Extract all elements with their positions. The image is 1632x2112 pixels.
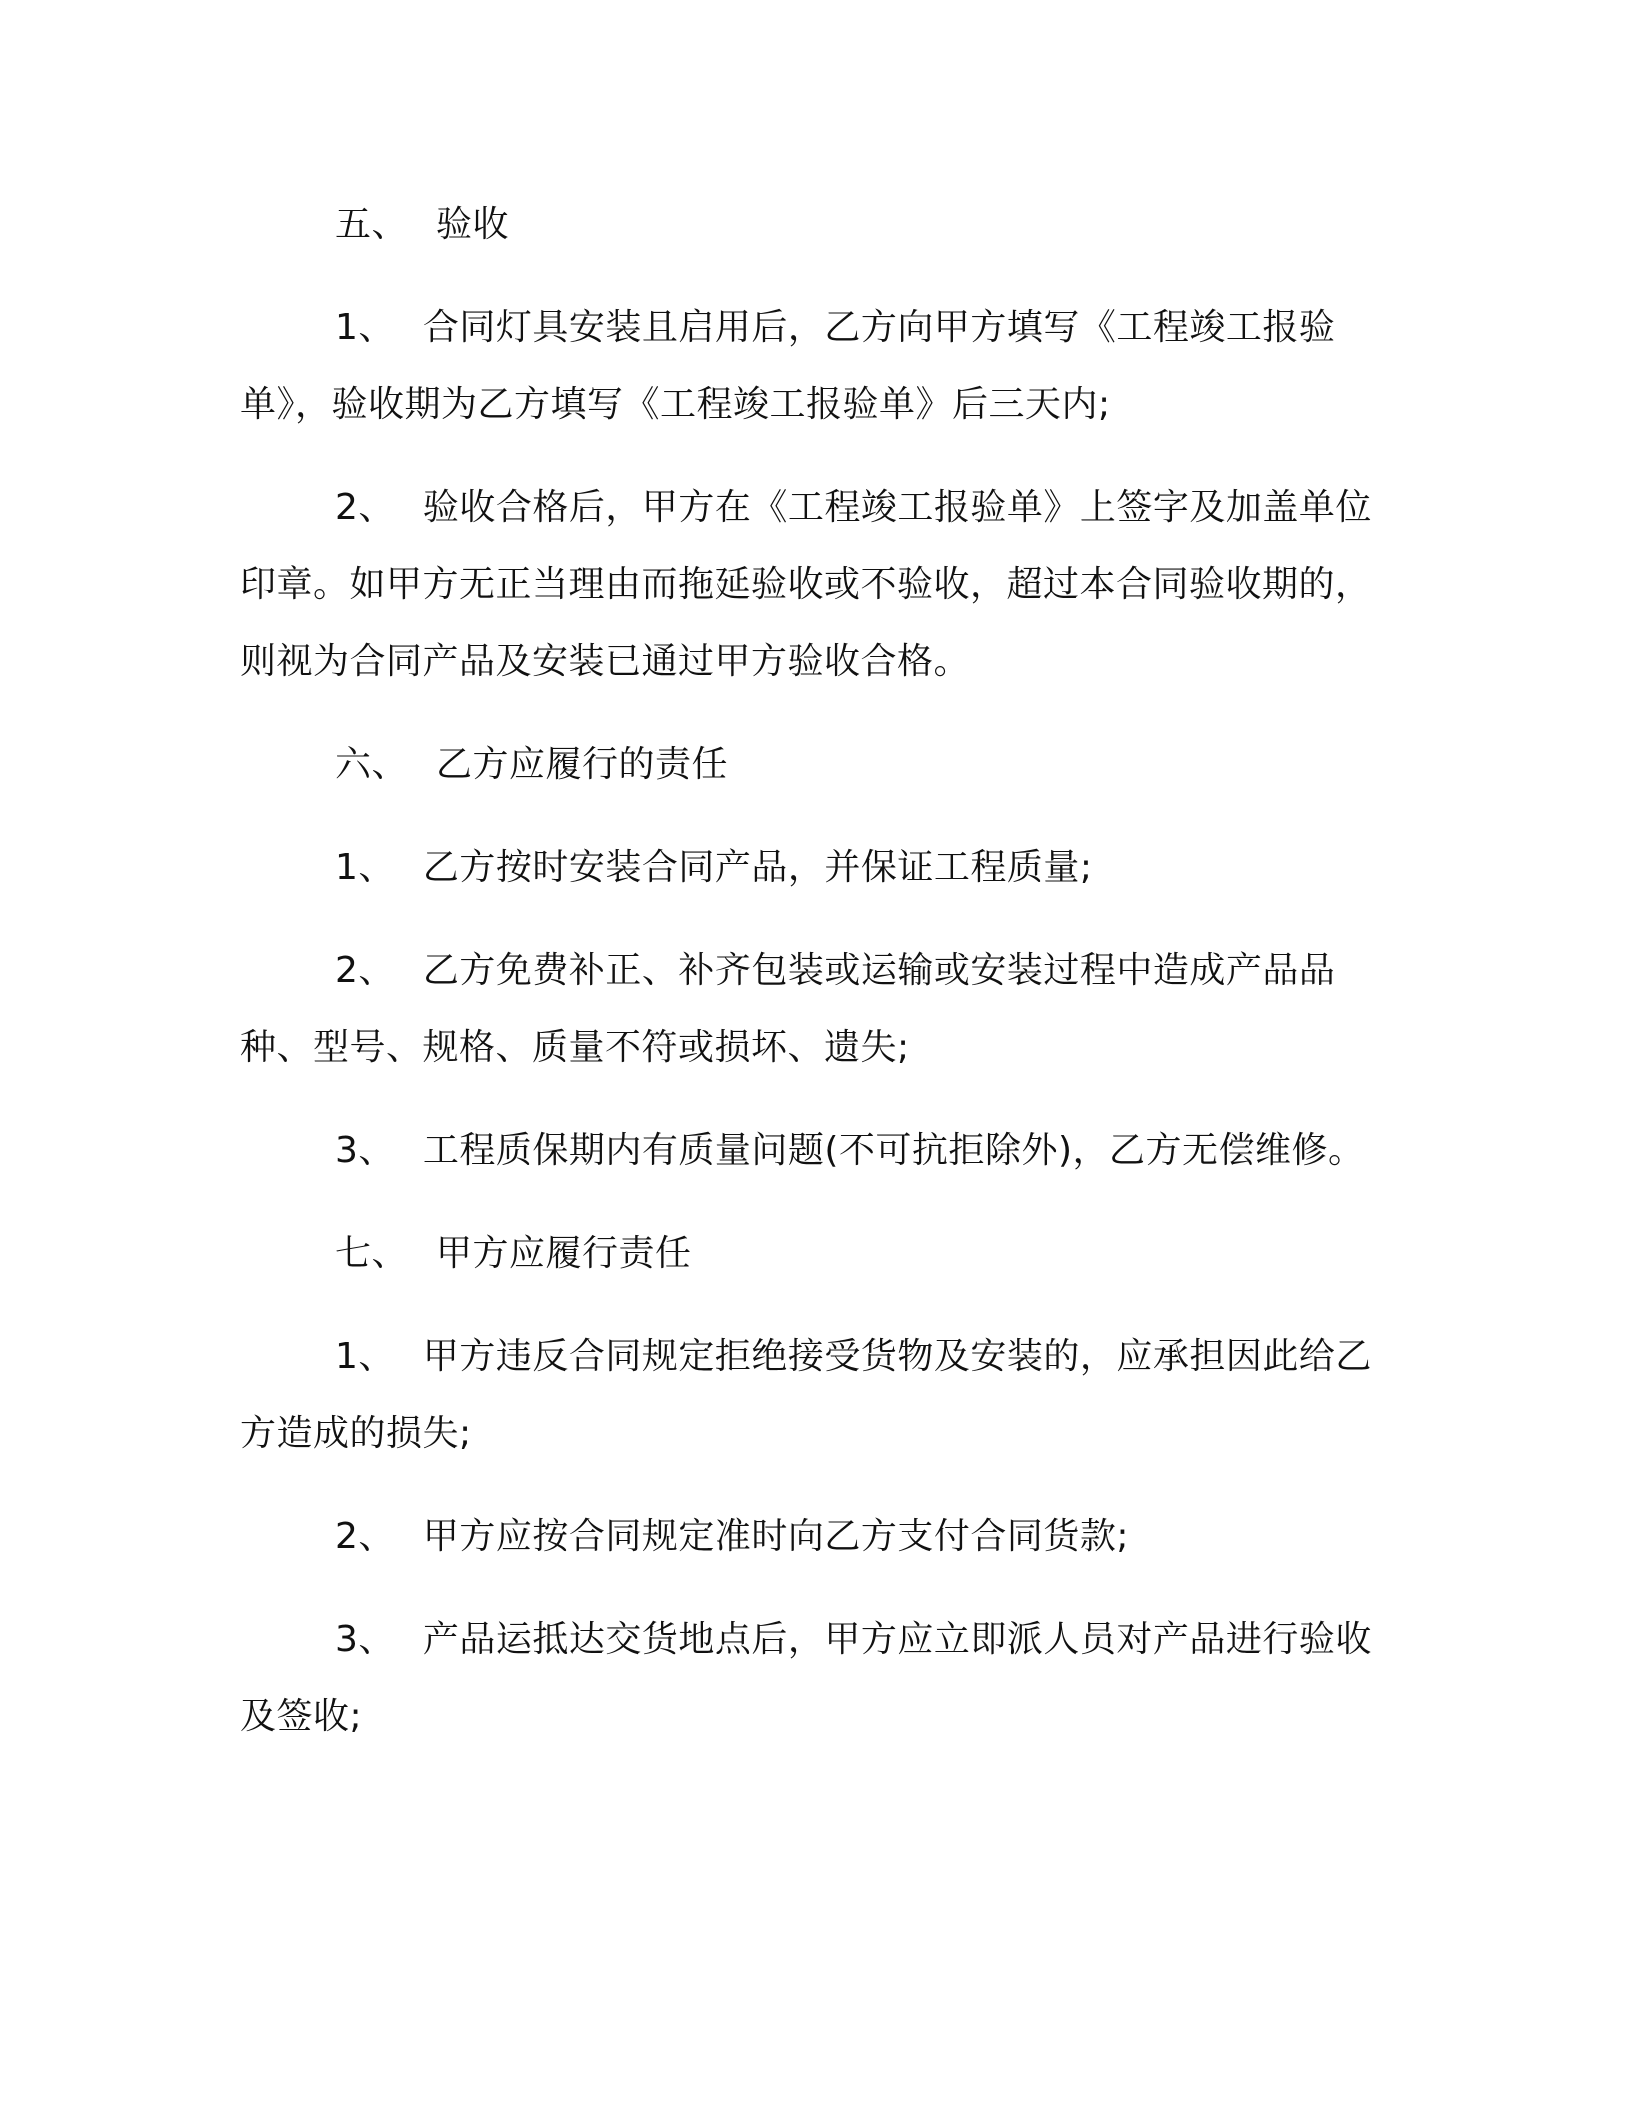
section-title: 乙方应履行的责任 (436, 744, 729, 785)
clause-number: 2、 (335, 950, 395, 991)
section-heading-acceptance (240, 186, 1400, 263)
clause-5-2 (240, 469, 1400, 700)
clause-7-2 (240, 1498, 1400, 1575)
clause-text: 乙方免费补正、补齐包装或运输或安装过程中造成产品品种、型号、规格、质量不符或损坏、遗失; (240, 950, 1336, 1068)
clause-text: 甲方应按合同规定准时向乙方支付合同货款; (422, 1516, 1130, 1557)
clause-number: 3、 (335, 1619, 395, 1660)
clause-text: 甲方违反合同规定拒绝接受货物及安装的，应承担因此给乙方造成的损失; (240, 1336, 1372, 1454)
section-number: 六、 (335, 744, 409, 785)
clause-number: 2、 (335, 487, 395, 528)
clause-text: 验收合格后，甲方在《工程竣工报验单》上签字及加盖单位印章。如甲方无正当理由而拖延验收或不验收，超过本合同验收期的，则视为合同产品及安装已通过甲方验收合格。 (240, 487, 1372, 682)
clause-text: 工程质保期内有质量问题(不可抗拒除外)，乙方无偿维修。 (422, 1130, 1365, 1171)
clause-6-1 (240, 829, 1400, 906)
clause-number: 3、 (335, 1130, 395, 1171)
section-title: 甲方应履行责任 (436, 1233, 692, 1274)
clause-6-3 (240, 1112, 1400, 1189)
clause-number: 1、 (335, 307, 395, 348)
clause-number: 1、 (335, 847, 395, 888)
section-number: 七、 (335, 1233, 409, 1274)
clause-text: 乙方按时安装合同产品，并保证工程质量; (422, 847, 1093, 888)
clause-7-3 (240, 1601, 1400, 1755)
clause-5-1 (240, 289, 1400, 443)
clause-text: 合同灯具安装且启用后，乙方向甲方填写《工程竣工报验单》，验收期为乙方填写《工程竣工报验单》后三天内; (240, 307, 1336, 425)
clause-text: 产品运抵达交货地点后，甲方应立即派人员对产品进行验收及签收; (240, 1619, 1372, 1737)
clause-6-2 (240, 932, 1400, 1086)
clause-7-1 (240, 1318, 1400, 1472)
section-heading-party-a-duties (240, 1215, 1400, 1292)
clause-number: 2、 (335, 1516, 395, 1557)
clause-number: 1、 (335, 1336, 395, 1377)
section-title: 验收 (436, 204, 510, 245)
document-body (240, 186, 1400, 1755)
section-heading-party-b-duties (240, 726, 1400, 803)
section-number: 五、 (335, 204, 409, 245)
